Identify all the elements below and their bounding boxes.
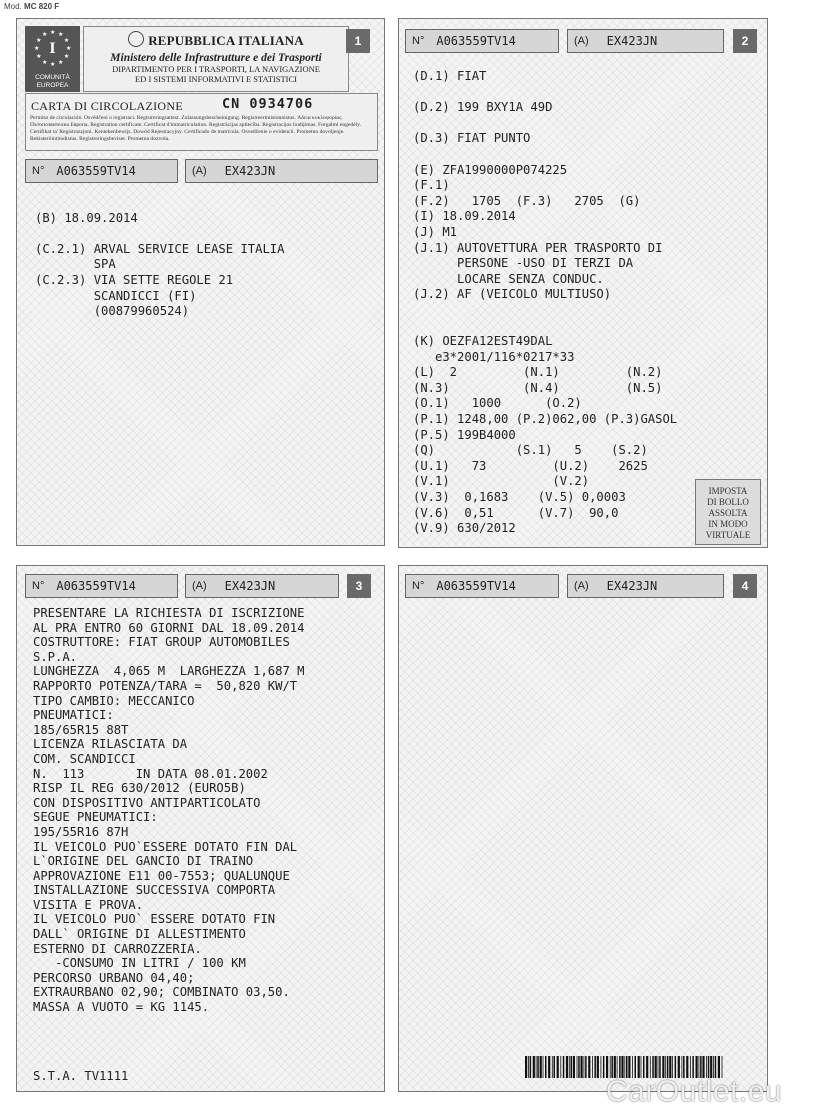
barcode-bar xyxy=(578,1056,580,1078)
star-icon: ★ xyxy=(63,54,70,60)
plate-number: EX423JN xyxy=(224,579,276,593)
text-line: COM. SCANDICCI xyxy=(33,751,136,766)
barcode-bar xyxy=(545,1056,547,1078)
barcode-bar xyxy=(581,1056,583,1078)
text-line: AL PRA ENTRO 60 GIORNI DAL 18.09.2014 xyxy=(33,620,305,635)
text-line: (K) OEZFA12EST49DAL xyxy=(413,334,553,349)
text-line: (00879960524) xyxy=(35,304,190,319)
barcode-bar xyxy=(543,1056,544,1078)
panel-number: 4 xyxy=(733,574,757,598)
text-line: PERCORSO URBANO 04,40; xyxy=(33,970,195,985)
panel-3 xyxy=(16,565,385,1092)
barcode-bar xyxy=(588,1056,590,1078)
barcode-bar xyxy=(563,1056,565,1078)
star-icon: ★ xyxy=(36,38,42,44)
republic-title: REPUBBLICA ITALIANA xyxy=(148,33,304,48)
plate-number: EX423JN xyxy=(606,579,658,593)
barcode-bar xyxy=(597,1056,599,1078)
text-line xyxy=(413,85,677,101)
star-icon: ★ xyxy=(36,54,42,60)
vehicle-details xyxy=(413,69,677,537)
plate-number: EX423JN xyxy=(224,164,276,178)
star-icon: ★ xyxy=(50,30,56,36)
text-line: N. 113 IN DATA 08.01.2002 xyxy=(33,766,268,781)
text-line: IL VEICOLO PUO`ESSERE DOTATO FIN DAL xyxy=(33,839,298,854)
barcode-bar xyxy=(592,1056,593,1078)
text-line: MASSA A VUOTO = KG 1145. xyxy=(33,1000,210,1015)
text-line: (U.1) 73 (U.2) 2625 xyxy=(413,458,648,473)
owner-details xyxy=(35,195,284,320)
star-icon: ★ xyxy=(42,59,48,66)
text-line: ESTERNO DI CARROZZERIA. xyxy=(33,941,202,956)
text-line: DALL` ORIGINE DI ALLESTIMENTO xyxy=(33,927,246,942)
registration-number-box: N° A063559TV14 xyxy=(405,574,559,598)
text-line: (V.9) 630/2012 xyxy=(413,521,516,536)
text-line: PERSONE -USO DI TERZI DA xyxy=(413,256,634,271)
text-line: SCANDICCI (FI) xyxy=(35,288,197,303)
plate-box: (A) EX423JN xyxy=(185,574,339,598)
form-model: Mod. MC 820 F xyxy=(4,2,60,11)
text-line: S.P.A. xyxy=(33,649,78,664)
registration-number: A063559TV14 xyxy=(436,579,516,593)
text-line: (F.2) 1705 (F.3) 2705 (G) xyxy=(413,193,641,208)
card-title: CARTA DI CIRCOLAZIONE xyxy=(31,99,183,113)
registration-number: A063559TV14 xyxy=(56,164,136,178)
eu-emblem xyxy=(25,26,80,92)
text-line: LUNGHEZZA 4,065 M LARGHEZZA 1,687 M xyxy=(33,664,305,679)
barcode-bar xyxy=(536,1056,537,1078)
text-line: LICENZA RILASCIATA DA xyxy=(33,737,188,752)
barcode-bar xyxy=(566,1056,568,1078)
card-number: CN 0934706 xyxy=(222,96,314,112)
stamp-line: VIRTUALE xyxy=(705,530,751,540)
barcode-bar xyxy=(530,1056,532,1078)
star-icon: ★ xyxy=(63,38,70,44)
barcode-bar xyxy=(540,1056,542,1078)
text-line: RAPPORTO POTENZA/TARA = 50,820 KW/T xyxy=(33,678,298,693)
plate-box: (A) EX423JN xyxy=(567,29,724,53)
registration-number-box: N° A063559TV14 xyxy=(25,159,178,183)
text-line: (D.1) FIAT xyxy=(413,69,487,83)
panel-number: 1 xyxy=(346,29,370,53)
text-line: (J) M1 xyxy=(413,224,458,239)
barcode-bar xyxy=(585,1056,587,1078)
text-line: L`ORIGINE DEL GANCIO DI TRAINO xyxy=(33,854,254,869)
text-line: EXTRAURBANO 02,90; COMBINATO 03,50. xyxy=(33,985,290,1000)
text-line: SPA xyxy=(35,257,116,272)
text-line xyxy=(35,226,284,242)
text-line: (B) 18.09.2014 xyxy=(35,210,138,225)
barcode-bar xyxy=(528,1056,529,1078)
text-line: (P.1) 1248,00 (P.2)062,00 (P.3)GASOL xyxy=(413,412,678,427)
text-line: (D.3) FIAT PUNTO xyxy=(413,131,531,146)
barcode-bar xyxy=(525,1056,527,1078)
barcode-bar xyxy=(571,1056,573,1078)
registration-number: A063559TV14 xyxy=(56,579,136,593)
text-line xyxy=(35,195,284,211)
plate-box: (A) EX423JN xyxy=(567,574,724,598)
registration-number: A063559TV14 xyxy=(436,34,516,48)
text-line: (E) ZFA1990000P074225 xyxy=(413,162,568,177)
republic-emblem-icon xyxy=(128,31,144,47)
plate-box: (A) EX423JN xyxy=(185,159,378,183)
text-line: 195/55R16 87H xyxy=(33,824,129,839)
text-line: VISITA E PROVA. xyxy=(33,897,144,912)
barcode-bar xyxy=(552,1056,553,1078)
barcode-bar xyxy=(573,1056,575,1078)
text-line: INSTALLAZIONE SUCCESSIVA COMPORTA xyxy=(33,883,276,898)
stamp-line: IN MODO xyxy=(708,519,748,529)
text-line: CON DISPOSITIVO ANTIPARTICOLATO xyxy=(33,795,261,810)
office-code: S.T.A. TV1111 xyxy=(33,1069,129,1083)
text-line: RISP IL REG 630/2012 (EURO5B) xyxy=(33,781,246,796)
panel-number: 2 xyxy=(733,29,757,53)
text-line: 185/65R15 88T xyxy=(33,722,129,737)
registration-number-box: N° A063559TV14 xyxy=(25,574,178,598)
department: DIPARTIMENTO PER I TRASPORTI, LA NAVIGAZIONE ED I SISTEMI INFORMATIVI E STATISTICI xyxy=(112,64,320,84)
text-line: (J.2) AF (VEICOLO MULTIUSO) xyxy=(413,287,612,302)
barcode-bar xyxy=(601,1056,602,1078)
text-line: (F.1) xyxy=(413,178,450,193)
stamp-line: DI BOLLO xyxy=(707,497,749,507)
barcode-bar xyxy=(569,1056,570,1078)
panel-2 xyxy=(398,18,768,548)
text-line: (J.1) AUTOVETTURA PER TRASPORTO DI xyxy=(413,240,663,255)
text-line: COSTRUTTORE: FIAT GROUP AUTOMOBILES xyxy=(33,635,290,650)
country-letter: I xyxy=(49,40,56,57)
star-icon: ★ xyxy=(50,62,56,68)
panel-4 xyxy=(398,565,768,1092)
text-line: LOCARE SENZA CONDUC. xyxy=(413,271,604,286)
ministry-header xyxy=(83,26,349,92)
barcode-bar xyxy=(594,1056,596,1078)
barcode-bar xyxy=(557,1056,559,1078)
barcode-bar xyxy=(537,1056,539,1078)
panel-1 xyxy=(16,18,385,546)
star-icon: ★ xyxy=(66,46,72,52)
card-translations: Permiso de circulación. Osvědčení o registraci. Registreringsattest. Zulassungsbescheinigung. Registreerimistunnistus. Άδεια κυκλοφορίας. Пътопозвителна Европа. Registration certificate. Certificat d'immatriculation. Registrācijas apliecība. Registracijos liudijimas. Forgalmi engedély. Certifikat ta' Registrazzjoni. Kentekenbewijs. Dowód Rejestracyjny. Certificado de matrícula. Osvedčenie o evidencii. Prometno dovoljenje. Rekisteröintitodistus. Registreringsbeviset. Prometna dozvola. xyxy=(30,115,362,142)
barcode-bar xyxy=(584,1056,585,1078)
barcode-bar xyxy=(577,1056,578,1078)
eu-label: COMUNITÀ EUROPEA xyxy=(35,74,70,89)
text-line: (V.6) 0,51 (V.7) 90,0 xyxy=(413,505,619,520)
barcode-bar xyxy=(560,1056,561,1078)
ministry-name: Ministero delle Infrastrutture e dei Trasporti xyxy=(110,52,322,64)
text-line: (Q) (S.1) 5 (S.2) xyxy=(413,443,648,458)
registration-number-box: N° A063559TV14 xyxy=(405,29,559,53)
text-line: (V.3) 0,1683 (V.5) 0,0003 xyxy=(413,490,626,505)
text-line: (I) 18.09.2014 xyxy=(413,209,516,224)
text-line: -CONSUMO IN LITRI / 100 KM xyxy=(33,956,246,971)
text-line xyxy=(413,147,677,163)
notes xyxy=(33,606,305,1015)
panel-number: 3 xyxy=(347,574,371,598)
card-title-box xyxy=(25,93,378,151)
text-line: (C.2.3) VIA SETTE REGOLE 21 xyxy=(35,272,234,287)
text-line: e3*2001/116*0217*33 xyxy=(413,349,575,364)
stamp-line: IMPOSTA xyxy=(708,486,748,496)
barcode-bar xyxy=(603,1056,605,1078)
text-line: IL VEICOLO PUO` ESSERE DOTATO FIN xyxy=(33,912,276,927)
barcode-bar xyxy=(548,1056,550,1078)
text-line: (D.2) 199 BXY1A 49D xyxy=(413,100,553,115)
text-line: (O.1) 1000 (O.2) xyxy=(413,396,582,411)
plate-number: EX423JN xyxy=(606,34,658,48)
star-icon: ★ xyxy=(58,59,64,66)
tax-stamp xyxy=(695,479,761,545)
text-line: (L) 2 (N.1) (N.2) xyxy=(413,365,663,380)
star-icon: ★ xyxy=(42,32,48,39)
text-line: PRESENTARE LA RICHIESTA DI ISCRIZIONE xyxy=(33,606,305,620)
text-line: TIPO CAMBIO: MECCANICO xyxy=(33,693,195,708)
text-line: (V.1) (V.2) xyxy=(413,474,590,489)
text-line: APPROVAZIONE E11 00-7553; QUALUNQUE xyxy=(33,868,290,883)
text-line xyxy=(413,116,677,132)
barcode-bar xyxy=(554,1056,556,1078)
watermark: CarOutlet.eu xyxy=(606,1075,783,1108)
text-line: (N.3) (N.4) (N.5) xyxy=(413,380,663,395)
text-line: (C.2.1) ARVAL SERVICE LEASE ITALIA xyxy=(35,241,285,256)
text-line xyxy=(413,319,677,335)
star-icon: ★ xyxy=(34,46,40,52)
text-line: (P.5) 199B4000 xyxy=(413,427,516,442)
text-line: PNEUMATICI: xyxy=(33,708,114,723)
star-icon: ★ xyxy=(58,32,64,39)
text-line xyxy=(413,303,677,319)
stamp-line: ASSOLTA xyxy=(708,508,748,518)
barcode-bar xyxy=(533,1056,535,1078)
text-line: SEGUE PNEUMATICI: xyxy=(33,810,158,825)
